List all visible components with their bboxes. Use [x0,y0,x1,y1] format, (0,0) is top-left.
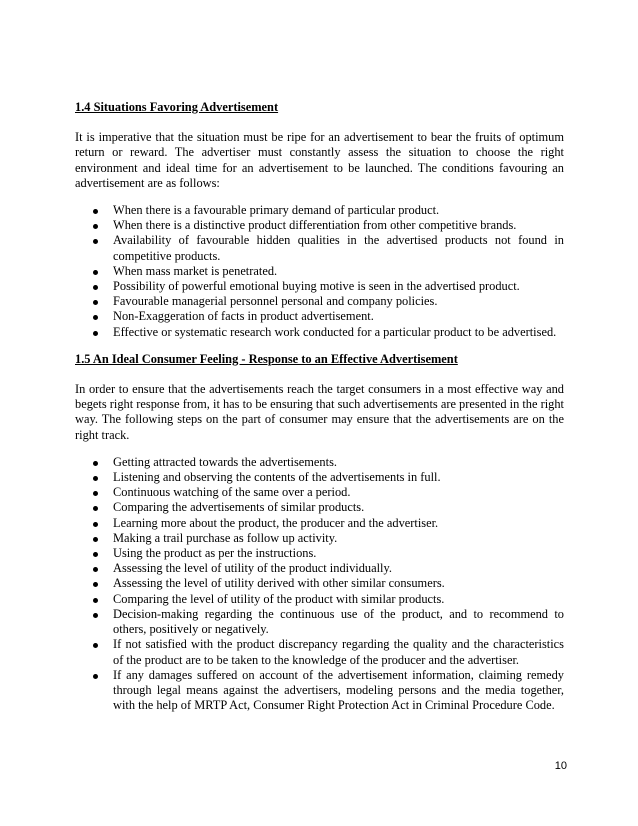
list-item-text: Assessing the level of utility of the product individually. [113,561,392,576]
bullet-icon [93,239,98,244]
list-item-text: Comparing the level of utility of the product with similar products. [113,591,445,606]
bullet-icon [93,567,98,572]
list-item [75,500,564,515]
bullet-icon [93,461,98,466]
section-1-4-heading: 1.4 Situations Favoring Advertisement [75,100,279,114]
list-item-text: Availability of favourable hidden qualities in the advertised products not found in competitive products. [113,233,564,263]
list-item-text: Getting attracted towards the advertisements. [113,454,337,469]
list-item-text: Making a trail purchase as follow up activity. [113,530,338,545]
spacer [75,367,564,382]
bullet-icon [93,476,98,481]
list-item [75,203,564,218]
bullet-icon [93,209,98,214]
list-item [75,325,564,340]
section-1-5-bullet-list [75,455,564,713]
bullet-icon [93,598,98,603]
bullet-icon [93,270,98,275]
list-item [75,592,564,607]
bullet-icon [93,643,98,648]
section-1-5-heading: 1.5 An Ideal Consumer Feeling - Response to an Effective Advertisement [75,351,458,366]
list-item-text: Assessing the level of utility derived with other similar consumers. [113,576,445,591]
list-item [75,531,564,546]
list-item [75,264,564,279]
list-item-text: If any damages suffered on account of the advertisement information, claiming remedy through legal means against the advertisers, modeling persons and the media together, with the help of MRTP Act, Consumer Right Protection Act in Criminal Procedure Code. [113,667,564,713]
spacer [75,115,564,130]
list-item [75,218,564,233]
bullet-icon [93,285,98,290]
bullet-icon [93,674,98,679]
list-item-text: Possibility of powerful emotional buying motive is seen in the advertised product. [113,279,520,294]
bullet-icon [93,491,98,496]
list-item [75,485,564,500]
list-item-text: Favourable managerial personnel personal and company policies. [113,294,438,309]
list-item-text: Comparing the advertisements of similar products. [113,500,365,515]
list-item-text: Non-Exaggeration of facts in product advertisement. [113,309,374,324]
bullet-icon [93,224,98,229]
list-item [75,233,564,263]
list-item [75,576,564,591]
list-item [75,455,564,470]
spacer [75,443,564,455]
list-item-text: Learning more about the product, the producer and the advertiser. [113,515,439,530]
list-item-text: Decision-making regarding the continuous use of the product, and to recommend to others, positively or negatively. [113,606,564,637]
bullet-icon [93,613,98,618]
list-item [75,637,564,667]
list-item-text: When there is a distinctive product differentiation from other competitive brands. [113,218,517,233]
list-item [75,607,564,637]
list-item [75,668,564,714]
list-item [75,561,564,576]
page-number: 10 [554,760,567,772]
list-item-text: When mass market is penetrated. [113,263,278,278]
section-1-4-bullet-list [75,203,564,340]
list-item [75,516,564,531]
section-1-4-intro: It is imperative that the situation must be ripe for an advertisement to bear the fruits of optimum return or reward. The advertiser must constantly assess the situation to choose the right environment and ideal time for an advertisement to be launched. The conditions favouring an advertisement are as follows: [75,130,564,190]
list-item-text: If not satisfied with the product discrepancy regarding the quality and the characteristics of the product are to be taken to the knowledge of the producer and the advertiser. [113,637,564,667]
list-item [75,470,564,485]
bullet-icon [93,506,98,511]
spacer [75,191,564,203]
list-item [75,309,564,324]
spacer [75,340,564,352]
bullet-icon [93,300,98,305]
list-item-text: When there is a favourable primary demand of particular product. [113,203,440,218]
bullet-icon [93,315,98,320]
section-1-5-intro: In order to ensure that the advertisements reach the target consumers in a most effective way and begets right response from, it has to be ensuring that such advertisements are presented in the right way. The following steps on the part of consumer may ensure that the advertisements are on the right track. [75,382,564,442]
list-item-text: Using the product as per the instructions. [113,546,317,561]
list-item-text: Continuous watching of the same over a period. [113,485,351,500]
list-item-text: Effective or systematic research work conducted for a particular product to be advertised. [113,324,557,339]
document-page [75,100,564,713]
bullet-icon [93,522,98,527]
bullet-icon [93,552,98,557]
list-item [75,294,564,309]
bullet-icon [93,537,98,542]
bullet-icon [93,582,98,587]
list-item-text: Listening and observing the contents of the advertisements in full. [113,470,441,485]
bullet-icon [93,331,98,336]
list-item [75,546,564,561]
list-item [75,279,564,294]
